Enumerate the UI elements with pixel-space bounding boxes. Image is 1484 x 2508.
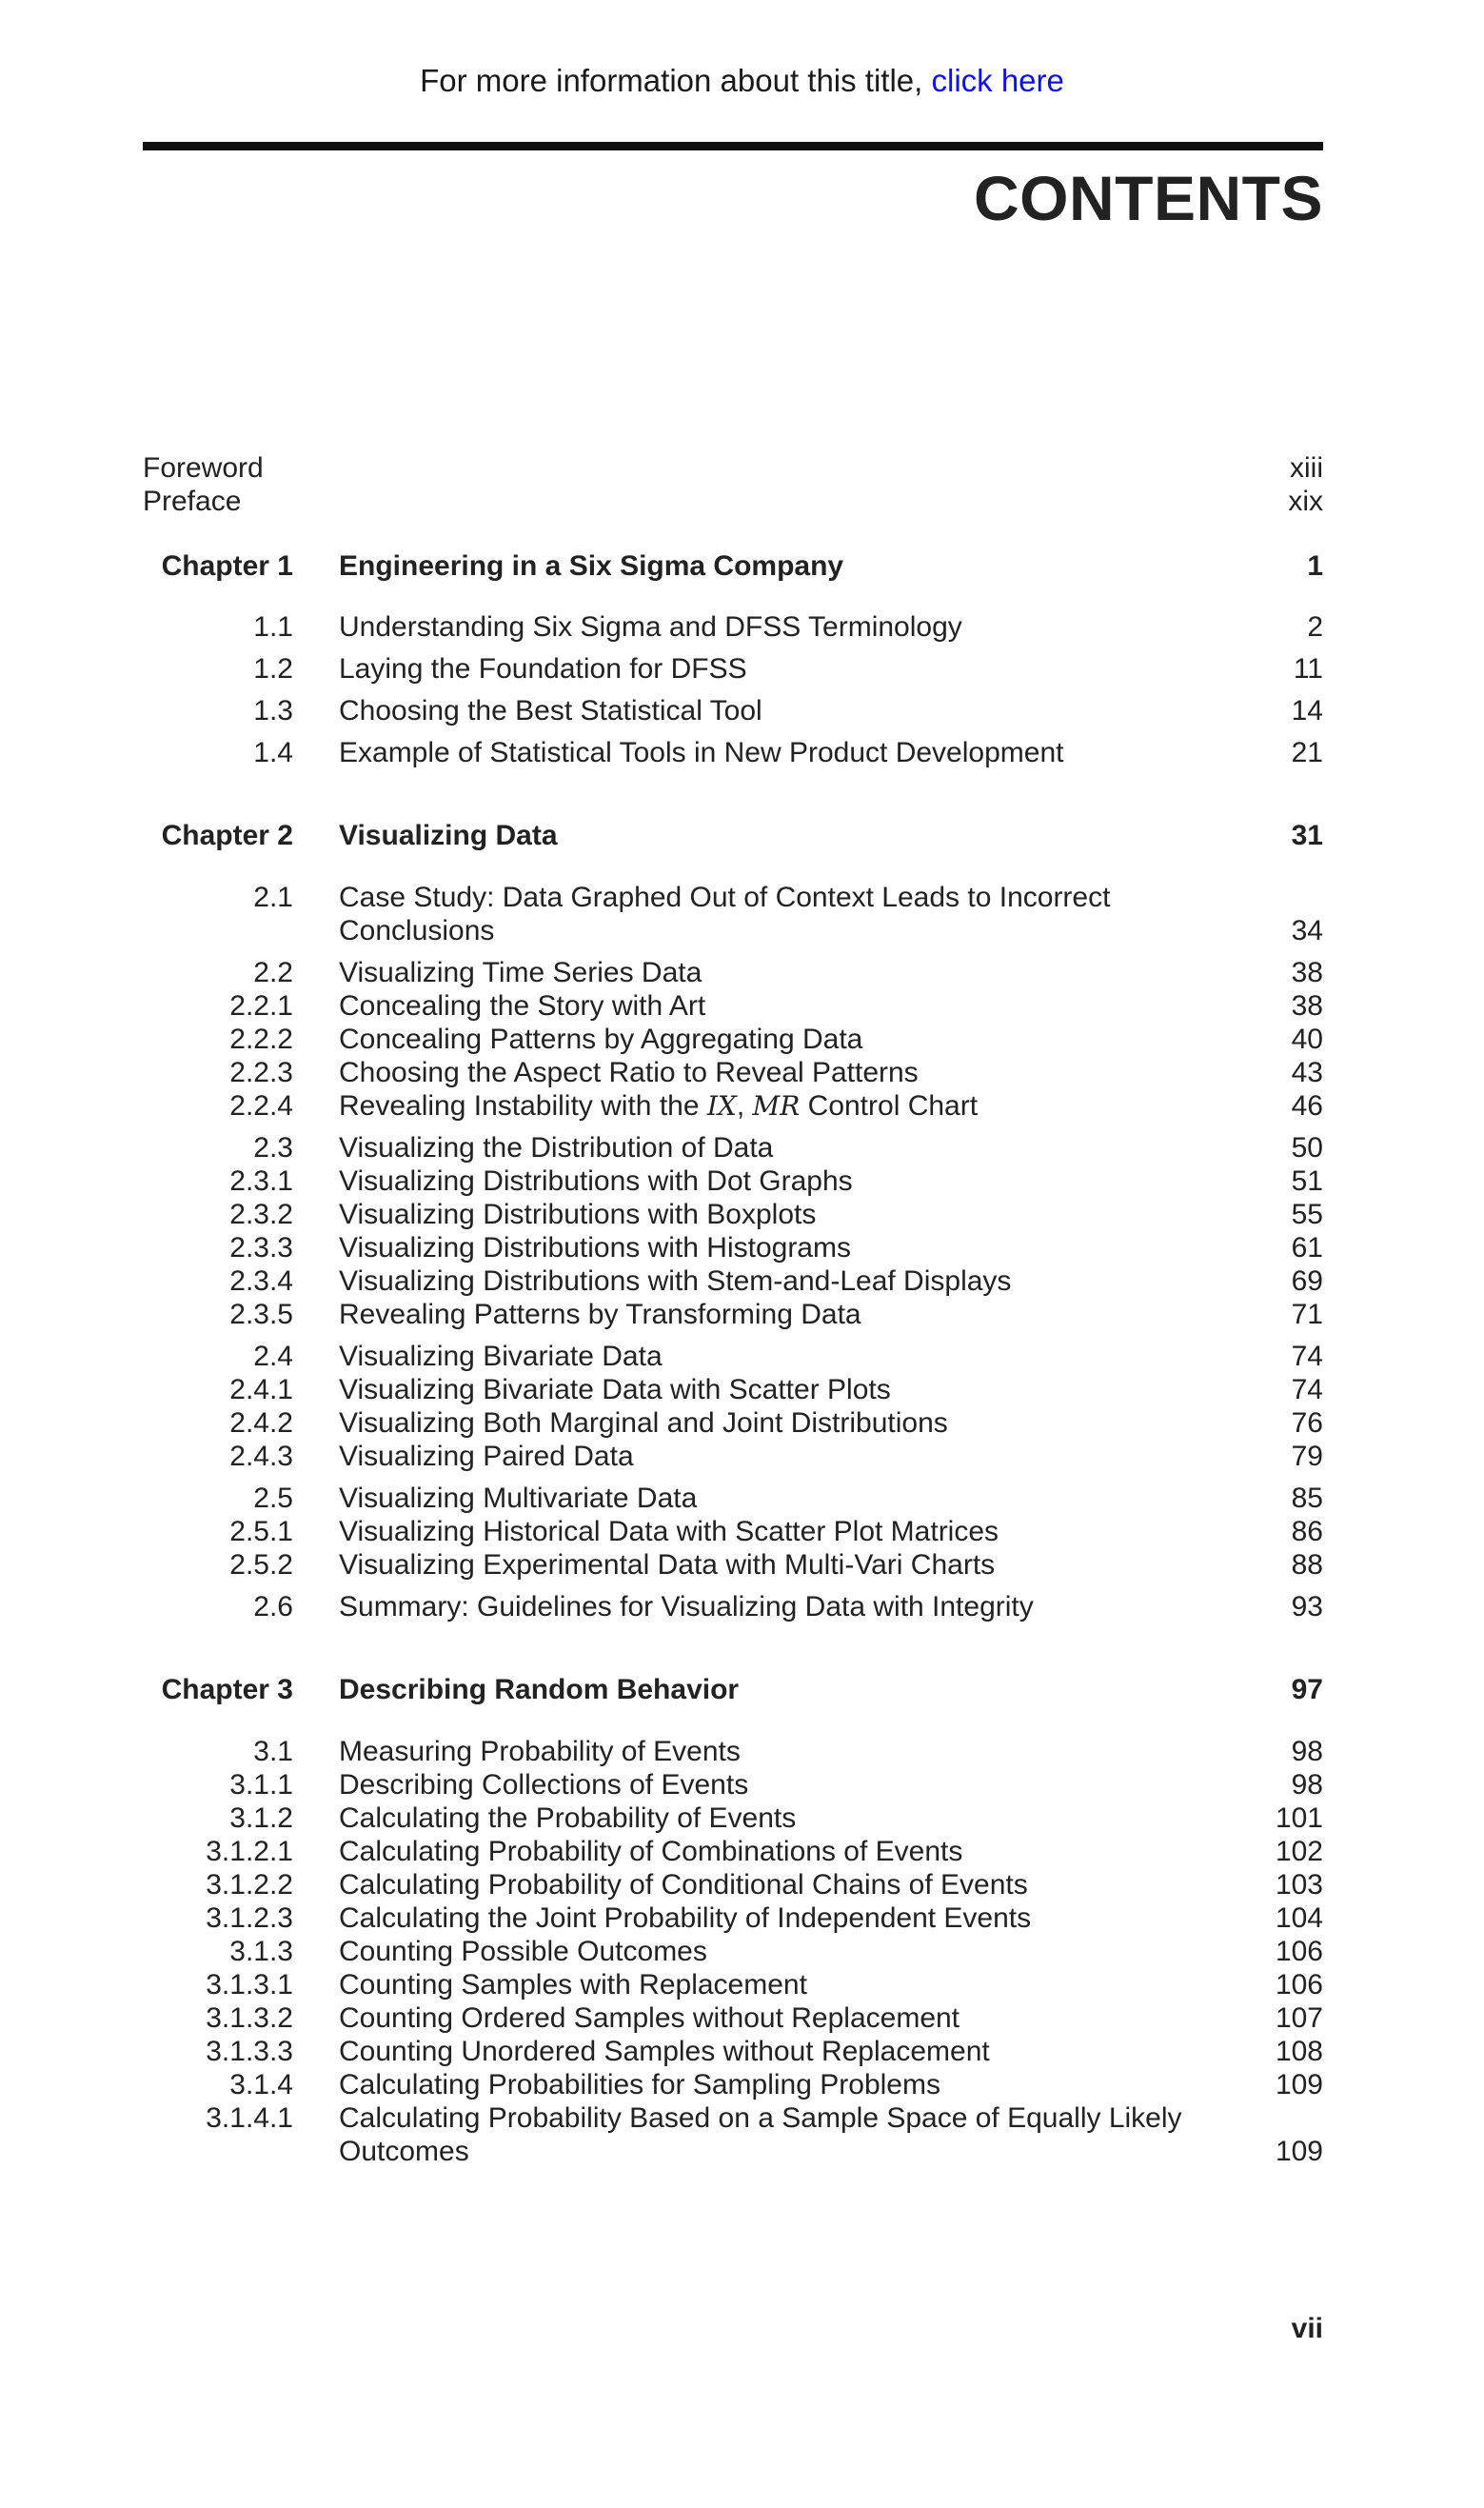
toc-chapter-2[interactable] — [143, 819, 1323, 852]
entry-number: 1.4 — [253, 737, 293, 768]
entry-title-post: Control Chart — [800, 1090, 979, 1122]
entry-number: 1.1 — [253, 611, 293, 643]
entry-page: 102 — [1275, 1836, 1323, 1867]
entry-page: 109 — [1275, 2069, 1323, 2100]
toc-entry[interactable] — [143, 1735, 1323, 1768]
toc-entry[interactable] — [143, 1231, 1323, 1264]
entry-title: Visualizing Time Series Data — [339, 957, 702, 988]
header-rule — [143, 142, 1323, 150]
entry-number: 3.1.3.1 — [206, 1969, 293, 2000]
entry-number: 2.3.5 — [229, 1299, 293, 1330]
entry-title: Calculating the Joint Probability of Independent Events — [339, 1902, 1032, 1934]
entry-number: 2.3.4 — [229, 1265, 293, 1297]
info-line — [0, 63, 1484, 99]
entry-title: Visualizing Bivariate Data — [339, 1341, 663, 1372]
toc-entry[interactable] — [143, 1264, 1323, 1298]
entry-page: 21 — [1291, 737, 1323, 768]
entry-page: 93 — [1291, 1591, 1323, 1622]
toc-entry[interactable] — [143, 1373, 1323, 1406]
entry-title — [339, 1089, 1196, 1123]
toc-entry[interactable] — [143, 1901, 1323, 1935]
entry-number: 2.6 — [253, 1591, 293, 1622]
entry-page: 108 — [1275, 2036, 1323, 2067]
entry-number: 2.5.1 — [229, 1516, 293, 1547]
entry-page: 55 — [1291, 1199, 1323, 1230]
entry-page: 43 — [1291, 1057, 1323, 1088]
toc-entry[interactable] — [143, 1089, 1323, 1123]
page-number: vii — [1291, 2313, 1323, 2344]
entry-title: Calculating Probabilities for Sampling Problems — [339, 2069, 940, 2100]
entry-page: 98 — [1291, 1736, 1323, 1767]
toc-entry-foreword[interactable] — [143, 451, 1323, 485]
entry-number: 2.5 — [253, 1483, 293, 1514]
entry-page: 86 — [1291, 1516, 1323, 1547]
page-title: CONTENTS — [974, 163, 1323, 233]
entry-title: Visualizing Distributions with Stem-and-Leaf Displays — [339, 1265, 1012, 1297]
entry-page: 40 — [1291, 1024, 1323, 1055]
entry-title: Visualizing Historical Data with Scatter Plot Matrices — [339, 1516, 999, 1547]
entry-page: 106 — [1275, 1969, 1323, 2000]
toc-entry[interactable] — [143, 2035, 1323, 2068]
toc-entry[interactable] — [143, 1935, 1323, 1968]
chapter-label: Chapter 2 — [161, 820, 293, 851]
entry-page: 46 — [1291, 1090, 1323, 1122]
chapter-title: Engineering in a Six Sigma Company — [339, 550, 844, 582]
entry-number: 2.5.2 — [229, 1549, 293, 1581]
entry-page: 2 — [1307, 611, 1323, 643]
table-of-contents — [143, 451, 1323, 2168]
entry-title: Summary: Guidelines for Visualizing Data with Integrity — [339, 1591, 1034, 1622]
entry-title: Visualizing Distributions with Boxplots — [339, 1199, 817, 1230]
entry-title-line2: Outcomes — [339, 2136, 469, 2167]
entry-number: 3.1.3.3 — [206, 2036, 293, 2067]
entry-title: Choosing the Best Statistical Tool — [339, 695, 762, 727]
entry-number: 3.1.2.2 — [206, 1869, 293, 1901]
toc-entry[interactable] — [143, 1768, 1323, 1801]
entry-number: 2.1 — [253, 882, 293, 913]
entry-page: 101 — [1275, 1802, 1323, 1834]
toc-entry[interactable] — [143, 610, 1323, 644]
chapter-label: Chapter 3 — [161, 1674, 293, 1705]
info-text: For more information about this title, — [420, 63, 932, 98]
entry-number: 3.1.2.3 — [206, 1902, 293, 1934]
toc-entry[interactable] — [143, 1440, 1323, 1473]
entry-page: 107 — [1275, 2002, 1323, 2034]
entry-title: Calculating Probability of Conditional Chains of Events — [339, 1869, 1028, 1901]
entry-title: Calculating the Probability of Events — [339, 1802, 797, 1834]
entry-title: Foreword — [143, 452, 264, 484]
toc-entry[interactable] — [143, 1868, 1323, 1901]
toc-entry[interactable] — [143, 1164, 1323, 1198]
toc-entry[interactable] — [143, 1801, 1323, 1835]
entry-number: 3.1.3.2 — [206, 2002, 293, 2034]
entry-page: 71 — [1291, 1299, 1323, 1330]
entry-title: Visualizing Paired Data — [339, 1441, 634, 1472]
entry-title: Understanding Six Sigma and DFSS Terminology — [339, 611, 962, 643]
entry-number: 2.3.3 — [229, 1232, 293, 1264]
entry-number: 3.1 — [253, 1736, 293, 1767]
math-mr: MR — [752, 1090, 801, 1122]
chapter-page: 1 — [1307, 550, 1323, 582]
entry-title: Example of Statistical Tools in New Product Development — [339, 737, 1064, 768]
toc-chapter-1[interactable] — [143, 549, 1323, 583]
toc-entry-preface[interactable] — [143, 485, 1323, 518]
toc-entry[interactable] — [143, 1131, 1323, 1164]
entry-number: 2.3 — [253, 1132, 293, 1164]
toc-entry[interactable] — [143, 2101, 1323, 2168]
entry-title: Concealing Patterns by Aggregating Data — [339, 1024, 863, 1055]
entry-page: 51 — [1291, 1165, 1323, 1197]
chapter-page: 31 — [1291, 820, 1323, 851]
entry-title: Visualizing Bivariate Data with Scatter Plots — [339, 1374, 891, 1405]
entry-page: 104 — [1275, 1902, 1323, 1934]
entry-title: Visualizing Multivariate Data — [339, 1483, 698, 1514]
toc-entry[interactable] — [143, 1023, 1323, 1056]
toc-entry[interactable] — [143, 1548, 1323, 1582]
entry-page: 103 — [1275, 1869, 1323, 1901]
entry-page: 109 — [1275, 2136, 1323, 2167]
entry-number: 2.4.3 — [229, 1441, 293, 1472]
click-here-link[interactable]: click here — [931, 63, 1064, 98]
chapter-title: Visualizing Data — [339, 820, 558, 851]
toc-entry[interactable] — [143, 1406, 1323, 1440]
entry-title: Concealing the Story with Art — [339, 990, 706, 1022]
entry-number: 2.4 — [253, 1341, 293, 1372]
toc-entry[interactable] — [143, 1340, 1323, 1373]
entry-title: Laying the Foundation for DFSS — [339, 653, 747, 685]
toc-entry[interactable] — [143, 2068, 1323, 2101]
entry-page: 74 — [1291, 1341, 1323, 1372]
entry-title: Counting Unordered Samples without Replacement — [339, 2036, 990, 2067]
entry-title: Visualizing Distributions with Dot Graphs — [339, 1165, 853, 1197]
entry-title — [339, 2101, 1196, 2168]
toc-entry[interactable] — [143, 956, 1323, 989]
entry-number: 2.2.3 — [229, 1057, 293, 1088]
entry-number: 2.3.1 — [229, 1165, 293, 1197]
entry-title: Visualizing the Distribution of Data — [339, 1132, 774, 1164]
toc-entry[interactable] — [143, 1515, 1323, 1548]
entry-page: 38 — [1291, 957, 1323, 988]
entry-title-line2: Conclusions — [339, 915, 495, 946]
entry-page: 74 — [1291, 1374, 1323, 1405]
entry-page: 85 — [1291, 1483, 1323, 1514]
entry-number: 3.1.4.1 — [206, 2102, 293, 2134]
entry-title — [339, 881, 1196, 947]
entry-page: 14 — [1291, 695, 1323, 727]
toc-entry[interactable] — [143, 2001, 1323, 2035]
entry-number: 2.2.2 — [229, 1024, 293, 1055]
entry-number: 3.1.2 — [229, 1802, 293, 1834]
toc-entry[interactable] — [143, 652, 1323, 686]
entry-title: Counting Ordered Samples without Replacement — [339, 2002, 960, 2034]
entry-number: 2.4.2 — [229, 1407, 293, 1439]
entry-number: 2.4.1 — [229, 1374, 293, 1405]
entry-number: 3.1.3 — [229, 1936, 293, 1967]
entry-number: 2.3.2 — [229, 1199, 293, 1230]
toc-entry[interactable] — [143, 1198, 1323, 1231]
entry-number: 1.2 — [253, 653, 293, 685]
entry-page: 88 — [1291, 1549, 1323, 1581]
entry-number: 2.2.1 — [229, 990, 293, 1022]
toc-entry[interactable] — [143, 1298, 1323, 1331]
toc-chapter-3[interactable] — [143, 1673, 1323, 1706]
entry-title-pre: Revealing Instability with the — [339, 1090, 707, 1122]
entry-page: 38 — [1291, 990, 1323, 1022]
toc-entry[interactable] — [143, 1835, 1323, 1868]
entry-page: 106 — [1275, 1936, 1323, 1967]
entry-page: 76 — [1291, 1407, 1323, 1439]
toc-entry[interactable] — [143, 1482, 1323, 1515]
entry-title: Visualizing Distributions with Histograms — [339, 1232, 851, 1264]
entry-number: 3.1.1 — [229, 1769, 293, 1801]
entry-number: 1.3 — [253, 695, 293, 727]
entry-page: 79 — [1291, 1441, 1323, 1472]
entry-page: 11 — [1293, 653, 1323, 685]
chapter-title: Describing Random Behavior — [339, 1674, 740, 1705]
toc-entry[interactable] — [143, 694, 1323, 727]
entry-title: Calculating Probability of Combinations of Events — [339, 1836, 963, 1867]
entry-title-line1: Case Study: Data Graphed Out of Context Leads to Incorrect — [339, 882, 1111, 913]
chapter-label: Chapter 1 — [161, 550, 293, 582]
entry-title: Counting Possible Outcomes — [339, 1936, 707, 1967]
toc-entry[interactable] — [143, 1056, 1323, 1089]
entry-title: Counting Samples with Replacement — [339, 1969, 807, 2000]
entry-number: 3.1.4 — [229, 2069, 293, 2100]
entry-page: 34 — [1291, 915, 1323, 946]
toc-entry[interactable] — [143, 989, 1323, 1023]
math-separator: , — [736, 1090, 753, 1122]
entry-page: xix — [1288, 486, 1323, 517]
toc-entry[interactable] — [143, 1968, 1323, 2001]
entry-page: 61 — [1291, 1232, 1323, 1264]
toc-entry[interactable] — [143, 736, 1323, 769]
entry-page: 69 — [1291, 1265, 1323, 1297]
toc-entry[interactable] — [143, 1590, 1323, 1623]
entry-page: 98 — [1291, 1769, 1323, 1801]
entry-title: Revealing Patterns by Transforming Data — [339, 1299, 861, 1330]
entry-page: xiii — [1290, 452, 1323, 484]
entry-title-line1: Calculating Probability Based on a Sample Space of Equally Likely — [339, 2102, 1182, 2134]
math-ix: IX — [706, 1090, 737, 1122]
toc-entry[interactable] — [143, 881, 1323, 947]
entry-title: Describing Collections of Events — [339, 1769, 749, 1801]
entry-number: 2.2.4 — [229, 1090, 293, 1122]
entry-page: 50 — [1291, 1132, 1323, 1164]
chapter-page: 97 — [1291, 1674, 1323, 1705]
entry-title: Visualizing Experimental Data with Multi-Vari Charts — [339, 1549, 996, 1581]
entry-title: Choosing the Aspect Ratio to Reveal Patterns — [339, 1057, 919, 1088]
entry-title: Visualizing Both Marginal and Joint Distributions — [339, 1407, 948, 1439]
entry-title: Preface — [143, 486, 242, 517]
entry-number: 2.2 — [253, 957, 293, 988]
entry-number: 3.1.2.1 — [206, 1836, 293, 1867]
entry-title: Measuring Probability of Events — [339, 1736, 741, 1767]
